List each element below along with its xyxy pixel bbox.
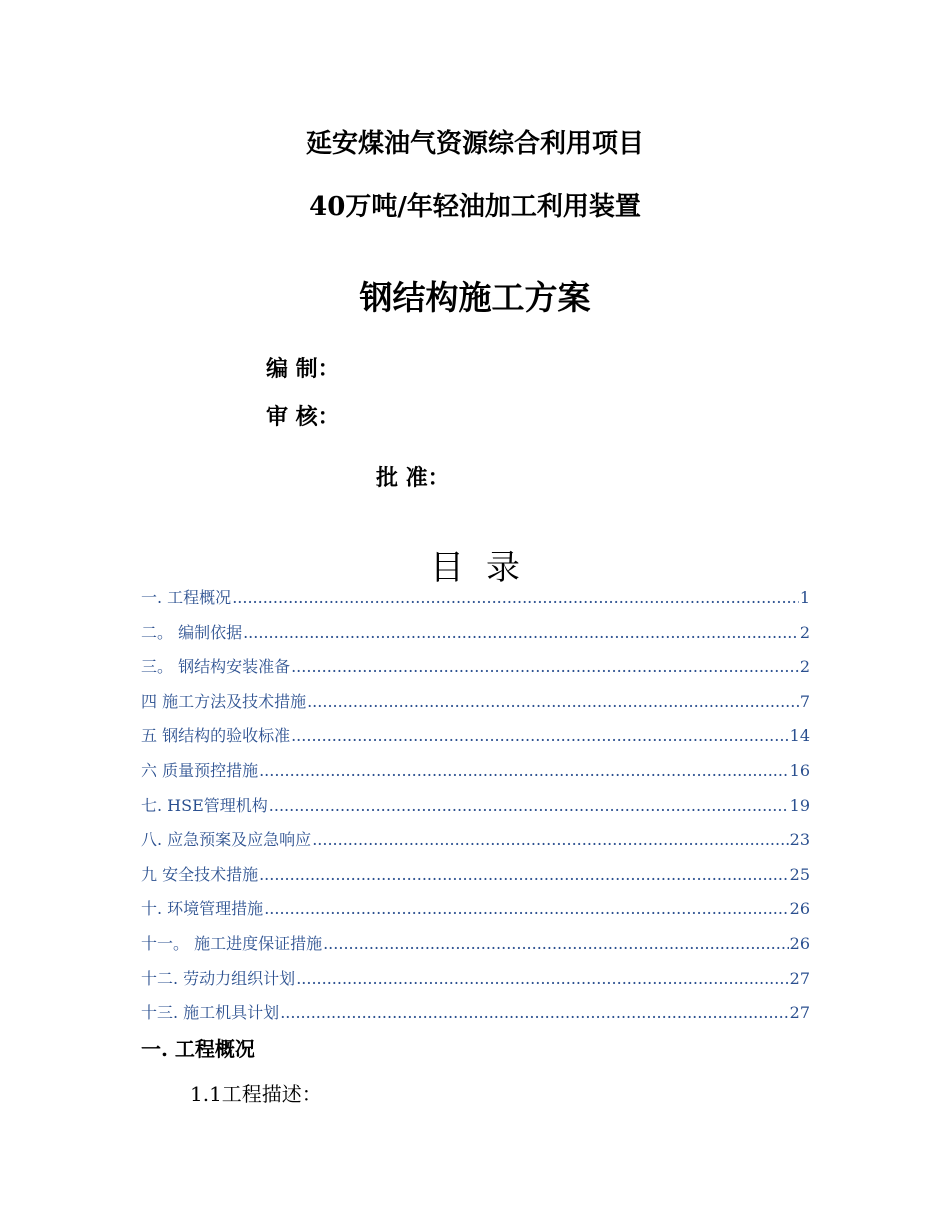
signature-approve: 批 准： — [376, 465, 450, 491]
toc-entry-label: 十一。 施工进度保证措施 — [141, 933, 323, 953]
toc-leader — [323, 934, 789, 953]
toc-entry-label: 六 质量预控措施 — [141, 760, 259, 780]
toc-entry-page: 27 — [789, 1003, 810, 1023]
toc-entry-page: 26 — [789, 899, 810, 919]
toc-entry-page: 2 — [799, 657, 810, 677]
toc-entry-label: 一. 工程概况 — [141, 588, 232, 607]
toc-leader — [296, 969, 788, 988]
toc-entry[interactable] — [141, 620, 810, 655]
toc-entry-label: 八. 应急预案及应急响应 — [141, 830, 312, 850]
signature-compile: 编 制： — [266, 356, 340, 382]
toc-entry-page: 19 — [789, 795, 810, 815]
toc-leader — [232, 588, 799, 607]
toc-leader — [291, 726, 789, 745]
toc-leader — [291, 657, 799, 676]
toc-leader — [259, 761, 789, 780]
toc-entry-label: 二。 编制依据 — [141, 622, 243, 642]
toc-entry[interactable] — [141, 896, 810, 931]
unit-title: 40万吨/年轻油加工利用装置 — [309, 192, 641, 222]
toc-leader — [259, 865, 789, 884]
toc-entry[interactable] — [141, 931, 810, 966]
toc-entry[interactable] — [141, 654, 810, 689]
toc-entry[interactable] — [141, 758, 810, 793]
toc-entry[interactable] — [141, 1000, 810, 1035]
toc-entry-label: 十三. 施工机具计划 — [141, 1003, 280, 1023]
toc-entry-label: 四 施工方法及技术措施 — [141, 691, 307, 711]
toc-entry-page: 14 — [789, 726, 810, 746]
toc-entry-page: 16 — [789, 760, 810, 780]
toc-entry[interactable] — [141, 793, 810, 828]
toc-entry-label: 十二. 劳动力组织计划 — [141, 968, 296, 988]
toc-entry-label: 七. HSE管理机构 — [141, 795, 268, 815]
toc-entry[interactable] — [141, 723, 810, 758]
toc-leader — [280, 1003, 788, 1022]
subsection-heading: 1.1工程描述： — [190, 1082, 322, 1106]
toc-heading: 目录 — [430, 548, 542, 588]
toc-entry-page: 2 — [799, 622, 810, 642]
toc-entry[interactable] — [141, 585, 810, 620]
toc-entry-page: 23 — [789, 830, 810, 850]
toc-leader — [269, 796, 789, 815]
toc-entry-page: 25 — [789, 864, 810, 884]
toc-entry[interactable] — [141, 689, 810, 724]
signature-review: 审 核： — [266, 404, 340, 430]
document-title: 钢结构施工方案 — [359, 278, 591, 317]
toc-entry-label: 三。 钢结构安装准备 — [141, 657, 291, 677]
toc-entry-label: 九 安全技术措施 — [141, 864, 259, 884]
toc-entry[interactable] — [141, 862, 810, 897]
toc-entry-page: 7 — [799, 691, 810, 711]
toc-entry-page: 26 — [789, 933, 810, 953]
toc-entry[interactable] — [141, 827, 810, 862]
toc-leader — [312, 830, 788, 849]
toc-leader — [307, 692, 799, 711]
table-of-contents — [141, 585, 810, 1035]
toc-entry[interactable] — [141, 966, 810, 1001]
toc-leader — [243, 623, 799, 642]
section-heading: 一. 工程概况 — [141, 1037, 255, 1061]
toc-entry-label: 五 钢结构的验收标准 — [141, 726, 291, 746]
toc-entry-label: 十. 环境管理措施 — [141, 899, 264, 919]
toc-entry-page: 1 — [799, 588, 810, 607]
project-title: 延安煤油气资源综合利用项目 — [305, 129, 644, 159]
toc-leader — [264, 899, 788, 918]
toc-entry-page: 27 — [789, 968, 810, 988]
